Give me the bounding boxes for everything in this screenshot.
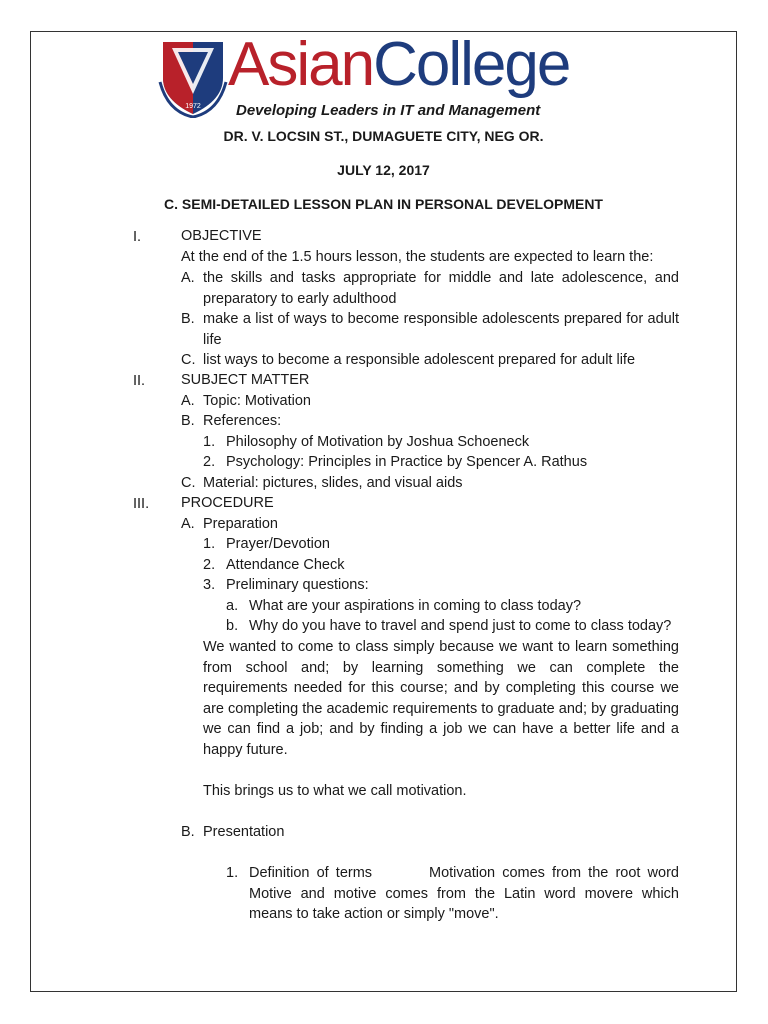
prep-item-2: Attendance Check	[226, 557, 345, 573]
wordmark-asian: Asian	[228, 30, 374, 99]
preparation-heading: Preparation	[203, 516, 278, 532]
lesson-plan-title: C. SEMI-DETAILED LESSON PLAN IN PERSONAL DEVELOPMENT	[164, 196, 603, 212]
address-line: DR. V. LOCSIN ST., DUMAGUETE CITY, NEG OR.	[223, 128, 544, 144]
bridge-sentence: This brings us to what we call motivation.	[203, 783, 467, 799]
document-page	[30, 31, 737, 992]
objective-letter-c: C.	[181, 352, 196, 368]
motivation-paragraph: We wanted to come to class simply because we want to learn something from school and; by learning something we can complete the requirements needed for this course; and by completing this course we are completing the academic requirements to graduate and; by graduating we can find a job; and by finding a job we can have a better life and a happy future.	[203, 639, 679, 758]
college-logo	[158, 30, 618, 124]
objective-item-c: list ways to become a responsible adolescent prepared for adult life	[203, 352, 636, 368]
question-letter-b: b.	[226, 618, 239, 634]
question-a: What are your aspirations in coming to class today?	[249, 598, 582, 614]
question-letter-a: a.	[226, 598, 239, 614]
objective-intro: At the end of the 1.5 hours lesson, the students are expected to learn the:	[181, 249, 654, 265]
subject-letter-b: B.	[181, 413, 195, 429]
shield-seal-icon	[158, 38, 228, 118]
seal-year: 1972	[185, 103, 201, 110]
subject-heading: SUBJECT MATTER	[181, 372, 310, 388]
presentation-heading: Presentation	[203, 824, 285, 840]
subject-letter-c: C.	[181, 475, 196, 491]
wordmark-college: College	[373, 30, 570, 99]
college-tagline: Developing Leaders in IT and Management	[236, 102, 541, 119]
section-numeral-3: III.	[133, 496, 150, 512]
prep-item-3: Preliminary questions:	[226, 577, 369, 593]
reference-item-2: Psychology: Principles in Practice by Spencer A. Rathus	[226, 454, 588, 470]
procedure-heading: PROCEDURE	[181, 495, 274, 511]
subject-letter-a: A.	[181, 393, 195, 409]
reference-item-1: Philosophy of Motivation by Joshua Schoeneck	[226, 434, 530, 450]
section-numeral-2: II.	[133, 373, 146, 389]
prep-item-1: Prayer/Devotion	[226, 536, 330, 552]
procedure-letter-a: A.	[181, 516, 195, 532]
subject-material: Material: pictures, slides, and visual aids	[203, 475, 463, 491]
question-b: Why do you have to travel and spend just to come to class today?	[249, 618, 672, 634]
objective-letter-b: B.	[181, 311, 195, 327]
college-wordmark	[228, 30, 569, 100]
prep-num-2: 2.	[203, 557, 216, 573]
objective-item-b: make a list of ways to become responsible adolescents prepared for adult life	[203, 311, 679, 348]
subject-topic: Topic: Motivation	[203, 393, 311, 409]
prep-num-1: 1.	[203, 536, 216, 552]
objective-heading: OBJECTIVE	[181, 228, 262, 244]
definition-of-terms: Definition of terms Motivation comes from the root word Motive and motive comes from the Latin word movere which means to take action or simply "move".	[249, 865, 684, 922]
prep-num-3: 3.	[203, 577, 216, 593]
definition-num: 1.	[226, 865, 239, 881]
procedure-letter-b: B.	[181, 824, 195, 840]
section-numeral-1: I.	[133, 229, 142, 245]
date-line: JULY 12, 2017	[337, 162, 430, 178]
objective-item-a: the skills and tasks appropriate for middle and late adolescence, and preparatory to early adulthood	[203, 270, 679, 307]
reference-num-2: 2.	[203, 454, 216, 470]
reference-num-1: 1.	[203, 434, 216, 450]
objective-letter-a: A.	[181, 270, 195, 286]
subject-references-heading: References:	[203, 413, 282, 429]
